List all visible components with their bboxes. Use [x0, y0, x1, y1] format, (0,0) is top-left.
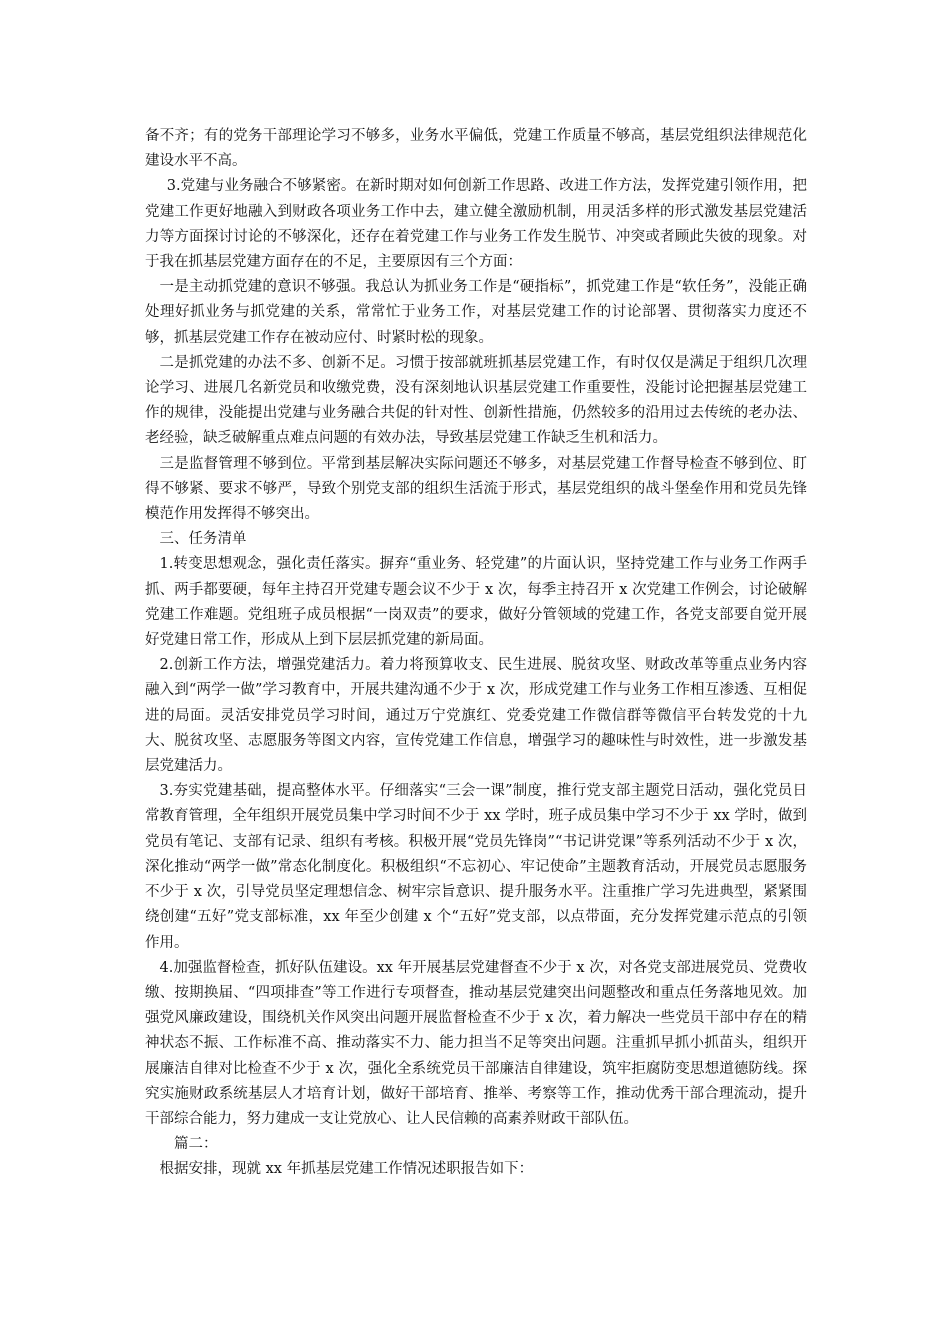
paragraph-report-intro: 根据安排，现就 xx 年抓基层党建工作情况述职报告如下：	[159, 1161, 534, 1178]
paragraph-task-1: 1.转变思想观念，强化责任落实。摒弃“重业务、轻党建”的片面认识，坚持党建工作与业务工作两手抓、两手都要硬，每年主持召开党建专题会议不少于 x 次，每季主持召开 x 次党建工作例会，讨论破解党建工作难题。党组班子成员根据“一岗双责”的要求，做好分管领域的党建工作，各党支部要自觉开展好党建日常工作，形成从上到下层层抓党建的新局面。	[145, 556, 807, 649]
section-label-part-two: 篇二：	[174, 1136, 218, 1153]
paragraph-task-2: 2.创新工作方法，增强党建活力。着力将预算收支、民生进展、脱贫攻坚、财政改革等重点业务内容融入到“两学一做”学习教育中，开展共建沟通不少于 x 次，形成党建工作与业务工作相互渗透、互相促进的局面。灵活安排党员学习时间，通过万宁党旗红、党委党建工作微信群等微信平台转发党的十九大、脱贫攻坚、志愿服务等图文内容，宣传党建工作信息，增强学习的趣味性与时效性，进一步激发基层党建活力。	[145, 657, 807, 775]
paragraph-point-3-integration: 3.党建与业务融合不够紧密。在新时期对如何创新工作思路、改进工作方法，发挥党建引领作用，把党建工作更好地融入到财政各项业务工作中去，建立健全激励机制，用灵活多样的形式激发基层党建活力等方面探讨讨论的不够深化，还存在着党建工作与业务工作发生脱节、冲突或者顾此失彼的现象。对于我在抓基层党建方面存在的不足，主要原因有三个方面：	[145, 178, 807, 271]
paragraph-reason-1: 一是主动抓党建的意识不够强。我总认为抓业务工作是“硬指标”，抓党建工作是“软任务”，没能正确处理好抓业务与抓党建的关系，常常忙于业务工作，对基层党建工作的讨论部署、贯彻落实力度还不够，抓基层党建工作存在被动应付、时紧时松的现象。	[145, 279, 807, 346]
paragraph-reason-2: 二是抓党建的办法不多、创新不足。习惯于按部就班抓基层党建工作，有时仅仅是满足于组织几次理论学习、进展几名新党员和收缴党费，没有深刻地认识基层党建工作重要性，没能讨论把握基层党建工作的规律，没能提出党建与业务融合共促的针对性、创新性措施，仍然较多的沿用过去传统的老办法、老经验，缺乏破解重点难点问题的有效办法，导致基层党建工作缺乏生机和活力。	[145, 354, 807, 447]
section-heading-task-list: 三、任务清单	[159, 531, 247, 548]
paragraph-task-3: 3.夯实党建基础，提高整体水平。仔细落实“三会一课”制度，推行党支部主题党日活动，强化党员日常教育管理，全年组织开展党员集中学习时间不少于 xx 学时，班子成员集中学习不少于 xx 学时，做到党员有笔记、支部有记录、组织有考核。积极开展“党员先锋岗”“书记讲党课”等系列活动不少于 x 次，深化推动“两学一做”常态化制度化。积极组织“不忘初心、牢记使命”主题教育活动，开展党员志愿服务不少于 x 次，引导党员坚定理想信念、树牢宗旨意识、提升服务水平。注重推广学习先进典型，紧紧围绕创建“五好”党支部标准，xx 年至少创建 x 个“五好”党支部，以点带面，充分发挥党建示范点的引领作用。	[145, 783, 807, 951]
document-page	[145, 124, 807, 1183]
paragraph-continuation: 备不齐；有的党务干部理论学习不够多，业务水平偏低，党建工作质量不够高，基层党组织法律规范化建设水平不高。	[145, 128, 807, 170]
paragraph-task-4: 4.加强监督检查，抓好队伍建设。xx 年开展基层党建督查不少于 x 次，对各党支部进展党员、党费收缴、按期换届、“四项排查”等工作进行专项督查，推动基层党建突出问题整改和重点任务落地见效。加强党风廉政建设，围绕机关作风突出问题开展监督检查不少于 x 次，着力解决一些党员干部中存在的精神状态不振、工作标准不高、推动落实不力、能力担当不足等突出问题。注重抓早抓小抓苗头，组织开展廉洁自律对比检查不少于 x 次，强化全系统党员干部廉洁自律建设，筑牢拒腐防变思想道德防线。探究实施财政系统基层人才培育计划，做好干部培育、推举、考察等工作，推动优秀干部合理流动，提升干部综合能力，努力建成一支让党放心、让人民信赖的高素养财政干部队伍。	[145, 959, 807, 1127]
paragraph-reason-3: 三是监督管理不够到位。平常到基层解决实际问题还不够多，对基层党建工作督导检查不够到位、盯得不够紧、要求不够严，导致个别党支部的组织生活流于形式，基层党组织的战斗堡垒作用和党员先锋模范作用发挥得不够突出。	[145, 455, 807, 523]
